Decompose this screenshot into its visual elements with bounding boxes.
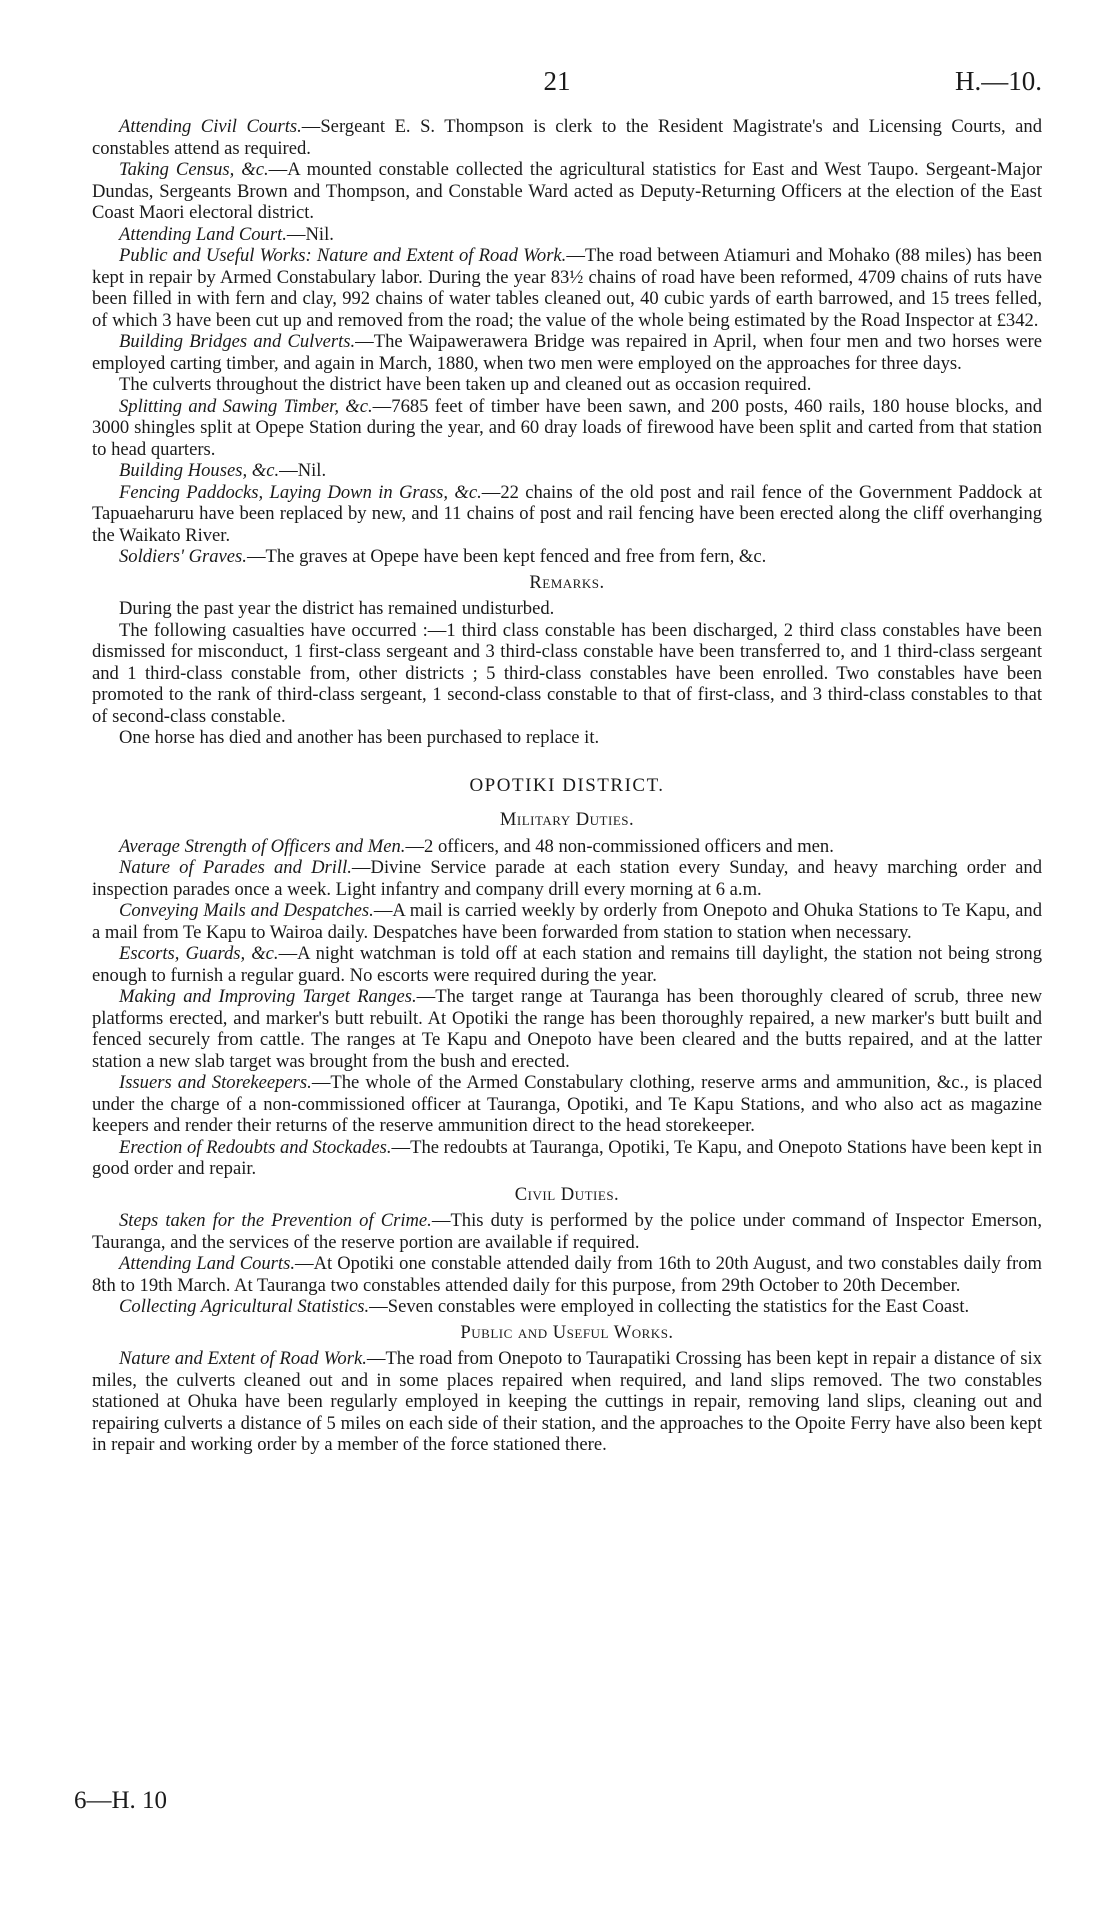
military-duties-section [92, 809, 1042, 1180]
paragraph-title: Nature of Parades and Drill. [119, 857, 352, 878]
paragraph-text: —The redoubts at Tauranga, Opotiki, Te Kapu, and Onepoto Stations have been kept in good order and repair. [92, 1136, 1042, 1179]
paragraph [92, 331, 1042, 374]
paragraph-title: Taking Census, &c. [119, 159, 269, 180]
paragraph-title: Issuers and Storekeepers. [119, 1072, 312, 1093]
paragraph-title: Fencing Paddocks, Laying Down in Grass, &c. [119, 481, 482, 503]
paragraph-text: —Sergeant E. S. Thompson is clerk to the Resident Magistrate's and Licensing Courts, and constables attend as required. [92, 116, 1042, 159]
remarks-heading: Remarks. [529, 571, 605, 593]
paragraph-title: Collecting Agricultural Statistics. [119, 1296, 370, 1317]
paragraph [92, 1072, 1042, 1137]
paragraph [92, 374, 1042, 396]
signature-mark: 6—H. 10 [74, 1787, 168, 1814]
paragraph-text: —The whole of the Armed Constabulary clothing, reserve arms and ammunition, &c., is placed under the charge of a non-commissioned officer at Tauranga, Opotiki, and Te Kapu Stations, and who also act as magazine keepers and render their returns of the reserve ammunition direct to the head storekeeper. [92, 1072, 1042, 1136]
paragraph-text: —The target range at Tauranga has been thoroughly cleared of scrub, three new platforms erected, and marker's butt rebuilt. At Opotiki the range has been thoroughly repaired, a new marker's butt built and fenced securely from cattle. The ranges at Te Kapu and Onepoto have been cleared and the butts repaired, and at the latter station a new slab target was brought from the bush and erected. [92, 986, 1043, 1072]
remarks-section [92, 572, 1042, 749]
paragraph [92, 546, 1042, 568]
paragraph-text: —22 chains of the old post and rail fence of the Government Paddock at Tapuaeharuru have been replaced by new, and 11 chains of post and rail fencing have been erected along the cliff overhanging the Waikato River. [92, 481, 1042, 546]
paragraph [92, 1296, 1042, 1318]
taupo-section [92, 116, 1042, 568]
paragraph-text: The culverts throughout the district have been taken up and cleaned out as occasion required. [119, 374, 812, 395]
paragraph [92, 857, 1042, 900]
public-works-section [92, 1322, 1042, 1456]
paragraph-text: —Nil. [279, 460, 327, 481]
paragraph-title: Building Bridges and Culverts. [119, 331, 356, 352]
paragraph-text: —Seven constables were employed in collecting the statistics for the East Coast. [369, 1296, 970, 1317]
paragraph-title: Attending Civil Courts. [119, 116, 302, 137]
paragraph [92, 482, 1042, 547]
paragraph-title: Erection of Redoubts and Stockades. [119, 1136, 392, 1158]
paragraph-title: Public and Useful Works: Nature and Extent of Road Work. [119, 245, 567, 266]
district-heading: OPOTIKI DISTRICT. [469, 774, 665, 796]
paragraph [92, 1253, 1042, 1296]
paragraph [92, 224, 1042, 246]
paragraph [92, 900, 1042, 943]
paragraph-title: Soldiers' Graves. [119, 546, 247, 567]
paragraph [92, 460, 1042, 482]
paragraph-text: —At Opotiki one constable attended daily from 16th to 20th August, and two constables daily from 8th to 19th March. At Tauranga two constables attended daily for this purpose, from 29th October to 20th December. [92, 1253, 1043, 1296]
paragraph-text: —The graves at Opepe have been kept fenced and free from fern, &c. [246, 546, 767, 567]
paragraph [92, 1348, 1042, 1456]
paragraph [92, 116, 1042, 159]
paragraph-text: —The road between Atiamuri and Mohako (88 miles) has been kept in repair by Armed Constabulary labor. During the year 83½ chains of road have been reformed, 4709 chains of ruts have been filled in with fern and clay, 992 chains of water tables cleaned out, 40 cubic yards of earth barrowed, and 15 trees felled, of which 3 have been cut up and removed from the road; the value of the whole being estimated by the Road Inspector at £342. [92, 245, 1042, 331]
civil-duties-section [92, 1184, 1042, 1318]
paragraph [92, 943, 1042, 986]
page-number: 21 [543, 66, 571, 96]
civil-duties-heading: Civil Duties. [514, 1183, 620, 1205]
paragraph: The following casualties have occurred :—1 third class constable has been discharged, 2 third class constables have been dismissed for misconduct, 1 first-class sergeant and 3 third-class constable have been transferred to, and 1 third-class sergeant and 1 third-class constable from, other districts ; 5 third-class constables have been enrolled. Two constables have been promoted to the rank of third-class sergeant, 1 second-class constable to that of first-class, and 3 third-class constables to that of second-class constable. [92, 619, 1042, 727]
paragraph [92, 1137, 1042, 1180]
paragraph [92, 836, 1042, 858]
paragraph-text: —This duty is performed by the police under command of Inspector Emerson, Tauranga, and the services of the reserve portion are available if required. [92, 1210, 1042, 1253]
paragraph-title: Attending Land Courts. [119, 1253, 295, 1274]
paragraph-title: Steps taken for the Prevention of Crime. [119, 1210, 432, 1231]
document-reference: H.—10. [955, 66, 1042, 96]
paragraph [92, 159, 1042, 224]
paragraph-text: —Divine Service parade at each station every Sunday, and heavy marching order and inspection parades once a week. Light infantry and company drill every morning at 6 a.m. [92, 857, 1042, 900]
paragraph-text: —Nil. [286, 223, 334, 245]
paragraph-text: —2 officers, and 48 non-commissioned officers and men. [405, 835, 834, 857]
paragraph: One horse has died and another has been purchased to replace it. [119, 727, 600, 748]
paragraph-title: Building Houses, &c. [119, 460, 280, 481]
paragraph-title: Attending Land Court. [119, 223, 287, 245]
public-works-heading: Public and Useful Works. [460, 1321, 674, 1343]
paragraph-title: Average Strength of Officers and Men. [119, 835, 406, 857]
military-duties-heading: Military Duties. [499, 809, 635, 830]
paragraph-title: Nature and Extent of Road Work. [119, 1348, 367, 1369]
paragraph-text: —7685 feet of timber have been sawn, and 200 posts, 460 rails, 180 house blocks, and 3000 shingles split at Opepe Station during the year, and 60 dray loads of firewood have been split and carted from that station to head quarters. [92, 395, 1042, 460]
paragraph [92, 245, 1042, 331]
paragraph: During the past year the district has remained undisturbed. [119, 598, 555, 619]
paragraph-title: Conveying Mails and Despatches. [119, 900, 374, 921]
paragraph-text: —A mail is carried weekly by orderly from Onepoto and Ohuka Stations to Te Kapu, and a mail from Te Kapu to Wairoa daily. Despatches have been forwarded from station to station when necessary. [92, 900, 1042, 943]
paragraph [92, 396, 1042, 461]
paragraph [92, 986, 1042, 1072]
paragraph-text: —A mounted constable collected the agricultural statistics for East and West Taupo. Sergeant-Major Dundas, Sergeants Brown and Thompson, and Constable Ward acted as Deputy-Returning Officers at the election of the East Coast Maori electoral district. [92, 159, 1042, 223]
paragraph-text: —The Waipawerawera Bridge was repaired in April, when four men and two horses were employed carting timber, and again in March, 1880, when two men were employed on the approaches for three days. [92, 331, 1042, 374]
paragraph-text: —The road from Onepoto to Taurapatiki Crossing has been kept in repair a distance of six miles, the culverts cleaned out and in some places repaired when required, and land slips removed. The two constables stationed at Ohuka have been regularly employed in keeping the cuttings in repair, removing land slips, cleaning out and repairing culverts a distance of 5 miles on each side of their station, and the approaches to the Opoite Ferry have also been kept in repair and working order by a member of the force stationed there. [92, 1348, 1042, 1455]
paragraph [92, 1210, 1042, 1253]
paragraph-title: Splitting and Sawing Timber, &c. [119, 395, 373, 417]
paragraph-title: Making and Improving Target Ranges. [119, 986, 417, 1007]
paragraph-text: —A night watchman is told off at each station and remains till daylight, the station not being strong enough to furnish a regular guard. No escorts were required during the year. [92, 943, 1042, 986]
paragraph-title: Escorts, Guards, &c. [119, 943, 279, 964]
page-content [92, 116, 1042, 1456]
